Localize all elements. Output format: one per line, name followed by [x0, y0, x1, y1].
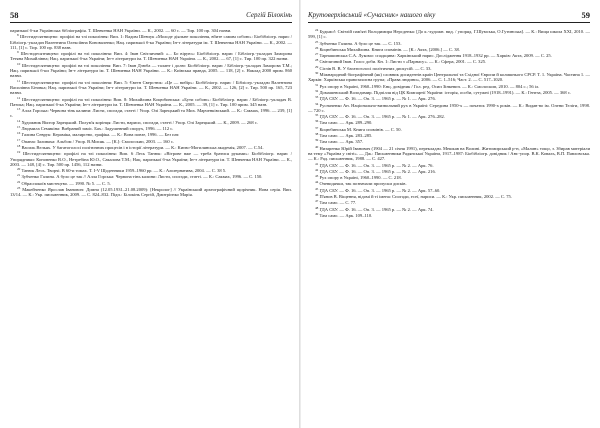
footnote-text: Домашевський Володимир. Підпілля від ЦК Компартії України: історія, особи, сутужні (1918–1991). — К.: Генеза, 2005. — 368 с.: [319, 89, 571, 95]
footnote-number: 19: [17, 150, 21, 155]
footnote-text: ГДА СБУ. — Ф. 16. — Оп. 3. — 1965 р. — № 2. — Арк. 57–60.: [319, 187, 441, 193]
footnote-text: Рух опору в Україні, 1960–1990. — С. 218.: [319, 175, 402, 181]
footnote-number: 24: [315, 28, 319, 32]
footnote: [308, 102, 590, 114]
footnote-text: Русначенко Ан. Національно-визвольний рух в Україні: Середина 1950-х — початок 1990-х років. — К.: Видав-во ім. Олени Теліги, 1998. — 720 с.: [308, 102, 590, 113]
footnote-number: 36: [315, 119, 319, 124]
footnote-number: 9: [17, 50, 19, 55]
footnote-number: 25: [315, 39, 319, 44]
left-running-title: Сергій Білокінь: [246, 11, 292, 19]
footnote-text: Там само. — Арк. 283–285.: [319, 133, 373, 139]
footnote-number: 46: [315, 193, 319, 198]
footnote-number: 16: [17, 131, 21, 136]
footnote-number: 28: [315, 58, 319, 63]
footnote-text: П'янов В. Віщення, відомі й ті імена: Спогади, есеї, нариси. — К.: Укр. письменник, 2002. — С. 75.: [319, 194, 512, 200]
footnote-text: ГДА СБУ. — Ф. 16. — Оп. 3. — 1965 р. — № 1. — Арк. 276.: [319, 96, 436, 102]
right-page-header: [308, 6, 590, 23]
footnote-number: 49: [315, 211, 319, 216]
footnote-number: 34: [315, 101, 319, 106]
footnote-number: 30: [315, 71, 319, 76]
footnote-number: 44: [315, 180, 319, 185]
footnote-number: 40: [315, 144, 319, 149]
footnote-text: Шестидесятництво: профілі на тлі покоління: Вип. 6 Лесь Танюк: «Вітрове вже — треба братися руками»: Біобібліогр. нарис / Упорядники: Коновенко В.О., Нетребіна Ю.О., Сакалова Т.М.; Нац. паризької б-ка України; Ін-т літератури ім. Т. Шевченка НАН України. — К., 2003. — 148, [4] с. Тир. 500 пр. 1456, 112 назви.: [10, 151, 292, 167]
footnote-number: 31: [315, 82, 319, 87]
footnote-text: ГДА СБУ. — Ф. 16. — Оп. 3. — 1965 р. — № 2. — Арк. 216.: [319, 168, 436, 174]
footnote-number: 38: [315, 132, 319, 137]
footnote-text: Коцюбинська Михайлина. Книга спомінів. — [К.: Акта, [2006.] — С. 38.: [319, 46, 460, 52]
footnote-number: 33: [315, 95, 319, 100]
right-footnotes: [308, 28, 590, 428]
footnote-number: 29: [315, 64, 319, 69]
footnote: [10, 62, 292, 79]
left-page-number: 58: [10, 10, 19, 20]
footnote-text: Зубченко Галина. А було це так. — С. 153.: [319, 40, 402, 46]
footnote-number: 13: [17, 107, 21, 112]
footnote-text: Коцюбинська М. Книга спомінів. — С. 50.: [319, 126, 402, 132]
footnote: [308, 71, 590, 83]
footnote: [10, 79, 292, 96]
footnote-text: Галина Севрук: Кераміка, малярство, графіка. — К.: Вона повзе, 1996. — Без пат.: [21, 132, 180, 138]
footnote-text: паризької б-ки Українська бібліографія. Т. Шевченка НАН України. — К., 2002. — 60 с. — Тир. 100 пр. 304 назви.: [10, 28, 232, 33]
footnote-number: 20: [17, 167, 21, 172]
footnote-number: 11: [17, 78, 21, 83]
footnote-number: 42: [315, 167, 319, 172]
footnote-number: 37: [315, 125, 319, 130]
footnote-text: Шестидесятництво: профілі на тлі покоління: Вип. 4: Іван Світличний: «... Бо вірую»: Біобібліогр. нарис / Бібліогр.-укладач Заморова Тетяна Михайлівна; Нац. паризької б-ка України; Ін-т літератури ім. Т. Шевченка НАН України. — К., 2002. — 67, [1] с. Тир. 100 пр. 322 назви.: [10, 51, 292, 62]
footnote-number: 23: [17, 186, 21, 191]
footnote-number: 15: [17, 125, 21, 130]
footnote-text: Зубченко Галина. А було це так // Алла Горська: Червона тінь калини: Листи, спогади, статті. — К.: Сакмах, 1996. — С. 150.: [21, 174, 263, 180]
right-running-title: Крутоверхівський «Сучасник» нашого віку: [308, 11, 436, 19]
footnote-number: 14: [17, 118, 21, 123]
footnote-text: Людмила Семикіна: Вибраний заміс. Бах.: Задушевний спорух, 1996. — 112 с.: [21, 126, 174, 132]
footnote: [10, 173, 292, 179]
footnote-text: ГДА СБУ. — Ф. 16. — Оп. 3. — 1965 р. — № 2. — Арк. 76.: [319, 162, 434, 168]
footnote-text: Обраспокоїв мистецтво. — 1990. № 5. — С. 5.: [21, 180, 111, 186]
footnote-number: 48: [315, 205, 319, 210]
footnote-text: Алла Горська: Червона тінь калини: Листи, спогади, статті / Упор. Олі Зарецький та Мих. Марченківський. — К.: Сакмах, 1996. — 239, [1] с.: [10, 108, 292, 119]
footnote-text: Низаренко Юрій Іванович (1904 — 21 січня 1991), перекладач. Мешкав на Волині. Житомирський р-н, «Малин» тощо, з. Збирав матеріали на тему «Україна у світі». — Дж.: Письменники Радянської України, 1917–1987: Біобібліогр. довідник / Авт.-упор. В.К. Коваль, В.П. Павловська. — К.: Рад. письменник, 1988. — С. 427.: [308, 145, 590, 162]
footnote-number: 43: [315, 174, 319, 179]
footnote-text: Шестидесятництво: профілі на тлі покоління: Вип. 5: Євген Сверстюк: «Це — вибір»: Біобібліогр. нарис / Бібліогр.-укладач Валентина Василівна Бітовка; Нац. паризької б-ка України; Ін-т літератури ім. Т. Шевченка НАН України. — К., 2002. — 126, [2] с. Тир. 500 пр. 165, 723 назви.: [10, 79, 292, 96]
footnote-number: 21: [17, 173, 21, 178]
footnote: [10, 107, 292, 119]
footnote-text: Василь Вельях. У багатоголосі політичних процесів і в історії літератури. — К.: Києво-Могилянська академія, 2007. — С.54.: [21, 144, 264, 150]
footnote-text: ГДА СБУ. — Ф. 16. — Оп. 3. — 1965 р. — № 2. — Арк. 74.: [319, 206, 434, 212]
footnote: [10, 150, 292, 167]
footnote-number: 41: [315, 161, 319, 166]
footnote: [10, 50, 292, 62]
footnote-text: Опанас Заливаха: Альбом / Упор. В.Мисяк. — [К.]: Смолоскип, 2003. — 160 с.: [21, 138, 174, 144]
left-footnotes: [10, 28, 292, 428]
right-page: [300, 0, 600, 428]
footnote: [308, 145, 590, 162]
footnote-text: Там само. — С. 77.: [319, 200, 357, 206]
footnote-text: Сіглів В. В. У багатоголосі політичних дискусій. — С. 33.: [319, 65, 432, 71]
footnote-text: ГДА СБУ. — Ф. 16. — Оп. 3. — 1965 р. — № 1. — Арк. 276–282.: [319, 114, 445, 120]
footnote-text: Будьмо!: Світлій пам'яті Володимира Нерсденка: [До к.-художн. вид. / упоряд. Г.Шумська, О.Гутинська]. — К.: Вища школа XXI, 2010. — 599, [1] с.: [308, 29, 590, 40]
footnote-text: Художник Віктор Зарецький. Полум'я корінця: Листи, нариси, спогади, статті / Упор. Олі Зарецький. — К., 2009. — 268 с.: [21, 119, 258, 125]
footnote: [10, 33, 292, 50]
footnote-text: Світличний Іван. Голос доби. Кн. 1: Листи з «Парнасу». — К.: Сфера, 2001. — С. 325.: [319, 59, 487, 65]
footnote-number: 32: [315, 88, 319, 93]
left-page-header: [10, 6, 292, 23]
footnote-text: Там само. — Арк. 109–110.: [319, 212, 373, 218]
footnote-text: Там само. — Арк. 357.: [319, 139, 364, 145]
footnote-number: 45: [315, 186, 319, 191]
footnote-text: Шестидесятництво: профілі на тлі покоління: Вип. 1: Вадим Шевчук «Молоде діяльне покоління, вбите самим собою»: Біобібліогр. нарис / Бібліогр.-укладач Валентина Олексіївна Коноваленко; Нац. паризької б-ка України; Ін-т літератури ім. Т. Шевченка НАН України. — К., 2002. — 111, [1] с. Тир. 100 пр. 838 назв.: [10, 34, 292, 50]
footnote-number: 18: [17, 143, 21, 148]
footnote-number: 22: [17, 179, 21, 184]
footnote: [10, 186, 292, 198]
footnote-number: 10: [17, 61, 21, 66]
footnote-number: 27: [315, 52, 319, 57]
footnote-text: Танюк Лесь. Творчі. В 60-и томах. Т. I-V Щоденники 1959–1960 рр. — К.: Альтернатива, 2004. — С. 38 5.: [21, 168, 227, 174]
right-page-number: 59: [581, 10, 590, 20]
footnote-number: 35: [315, 113, 319, 118]
footnote-number: 12: [17, 95, 21, 100]
footnote-text: Очевидячки, так позначали пропуски дисків.: [319, 181, 407, 187]
footnote-text: Макейченко Ярослав Іванович: Домна (12.05.1931–21.08.2009): [Некролог] // Український археографічний щорічник. Нова серія. Вип. 13/14. — К.: Укр. письменник, 2009. — С. 824–832. Підп.: Білокінь Сергій, Дмитрієнко Марія.: [10, 187, 292, 198]
footnote-text: Рух опору в Україні, 1960–1990: Енц. довідник / Гол. ред. Осип Зінкевич. — К.: Смолоскип, 2010. — 804 с.; 56 іл.: [319, 83, 540, 89]
footnote-text: Тарнашинська С.А. Лукомо: спадщина: Харківський нарис. Дослідження 1918–1932 рр. — Харків: Акта, 2009. — С. 25.: [319, 53, 552, 59]
footnote-text: Шестидесятництво: профілі на тлі покоління: Вип. 8: Михайлина Коцюбинська: «Бути собою»: Біобібліогр. нарис / Бібліогр.-укладач В. Патока; Нац. паризької б-ка України; Ін-т літератури ім. Т. Шевченка НАН України. — К., 2005. — 39, [1] с. Тир. 100 прим. 345 назв.: [10, 96, 292, 107]
footnote-text: Міжнародний біографічний (як) словник дисидентів країн Центральної та Східної Європи й колишнього СРСР. Т. 1. Україна. Частина 1. — Харків: Харківська правозахисна група; «Права людини», 2006. — С. 1–516; Част. 2. — С. 517–1020.: [308, 72, 590, 83]
footnote-number: 26: [315, 45, 319, 50]
footnote-number: 8: [17, 33, 19, 38]
footnote: [308, 28, 590, 40]
footnote-text: Там само. — Арк. 289–290.: [319, 120, 373, 126]
footnote-number: 39: [315, 138, 319, 143]
footnote: [10, 96, 292, 108]
footnote: [308, 212, 590, 218]
footnote-number: 17: [17, 137, 21, 142]
footnote-number: 47: [315, 199, 319, 204]
footnote-text: Шестидесятництво: профілі на тлі покоління: Вип. 7: Іван Дзюба — талант і долю: Біобібліогр. нарис / Бібліогр.-укладач Заморова Т.М.; Нац. паризької б-ки України; Ін-т літератури ім. Т. Шевченка НАН України. — К.: Київська правда, 2005. — 118, [2] с. Наклад 2000 прим. 860 назви.: [10, 62, 292, 79]
